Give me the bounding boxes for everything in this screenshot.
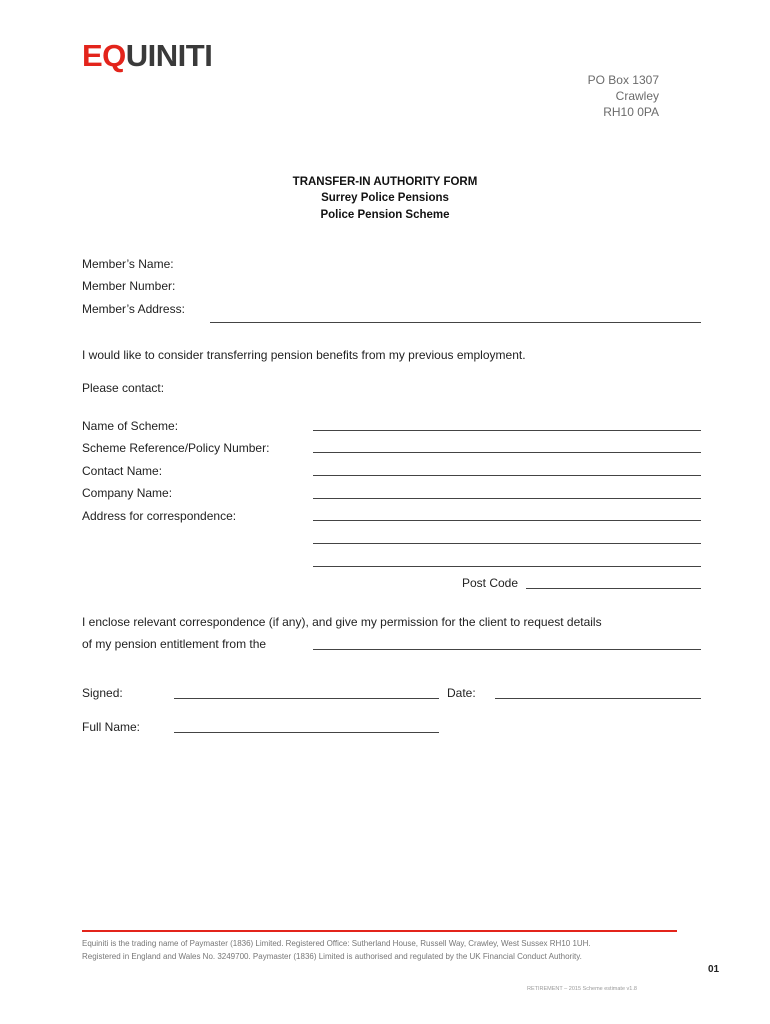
logo-grey-part: UINITI xyxy=(125,38,213,73)
date-label: Date: xyxy=(447,686,476,700)
footer-line-2: Registered in England and Wales No. 3249700. Paymaster (1836) Limited is authorised and regulated by the UK Financial Conduct Authority. xyxy=(82,952,582,961)
company-name-line[interactable] xyxy=(313,498,701,499)
enclose-statement-line-2: of my pension entitlement from the xyxy=(82,637,267,651)
date-line[interactable] xyxy=(495,698,701,699)
equiniti-logo xyxy=(82,40,212,72)
post-code-line[interactable] xyxy=(526,588,701,589)
transfer-statement: I would like to consider transferring pension benefits from my previous employment. xyxy=(82,348,526,362)
contact-name-line[interactable] xyxy=(313,475,701,476)
address-line-1: PO Box 1307 xyxy=(587,73,659,87)
contact-name-label: Contact Name: xyxy=(82,464,163,478)
correspondence-address-line-1[interactable] xyxy=(313,520,701,521)
member-number-label: Member Number: xyxy=(82,279,176,293)
footer-line-1: Equiniti is the trading name of Paymaster (1836) Limited. Registered Office: Sutherland House, Russell Way, Crawley, West Sussex RH10 1UH. xyxy=(82,939,591,948)
correspondence-address-label: Address for correspondence: xyxy=(82,509,237,523)
member-address-label: Member’s Address: xyxy=(82,302,185,316)
full-name-label: Full Name: xyxy=(82,720,141,734)
signature-line[interactable] xyxy=(174,698,439,699)
post-code-label: Post Code xyxy=(462,576,519,590)
correspondence-address-line-3[interactable] xyxy=(313,566,701,567)
form-subtitle: Surrey Police Pensions xyxy=(321,192,449,204)
please-contact-label: Please contact: xyxy=(82,381,165,395)
company-name-label: Company Name: xyxy=(82,486,173,500)
address-line-2: Crawley xyxy=(615,89,659,103)
form-scheme-title: Police Pension Scheme xyxy=(320,209,450,221)
document-reference: RETIREMENT – 2015 Scheme estimate v1.8 xyxy=(527,986,637,992)
scheme-name-line[interactable] xyxy=(313,430,701,431)
scheme-reference-line[interactable] xyxy=(313,452,701,453)
full-name-line[interactable] xyxy=(174,732,439,733)
logo-red-part: EQ xyxy=(82,38,126,73)
footer-divider xyxy=(82,930,677,932)
member-name-label: Member’s Name: xyxy=(82,257,174,271)
pension-provider-line[interactable] xyxy=(313,649,701,650)
form-title: TRANSFER-IN AUTHORITY FORM xyxy=(292,176,478,188)
page-number: 01 xyxy=(708,964,720,975)
enclose-statement-line-1: I enclose relevant correspondence (if any), and give my permission for the client to request details xyxy=(82,615,602,629)
scheme-name-label: Name of Scheme: xyxy=(82,419,179,433)
signed-label: Signed: xyxy=(82,686,123,700)
correspondence-address-line-2[interactable] xyxy=(313,543,701,544)
address-line-3: RH10 0PA xyxy=(603,105,659,119)
scheme-reference-label: Scheme Reference/Policy Number: xyxy=(82,441,270,455)
member-address-line[interactable] xyxy=(210,322,701,323)
